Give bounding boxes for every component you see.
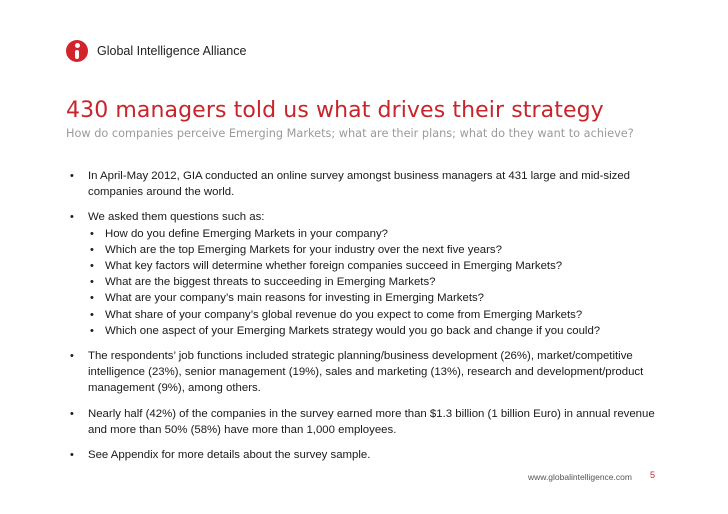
brand-info-icon (66, 40, 88, 62)
bullet-company-size: • Nearly half (42%) of the companies in the survey earned more than $1.3 billion (1 billion Euro) in annual revenue and more than 50% (58%) have more than 1,000 employees. (66, 406, 666, 438)
question-item: • What key factors will determine whether foreign companies succeed in Emerging Markets? (88, 258, 666, 274)
question-item: • Which one aspect of your Emerging Markets strategy would you go back and change if you could? (88, 323, 666, 339)
question-item: • How do you define Emerging Markets in your company? (88, 226, 666, 242)
bullet-appendix: • See Appendix for more details about the survey sample. (66, 447, 666, 463)
slide-title: 430 managers told us what drives their strategy (66, 98, 604, 123)
question-item: • What are the biggest threats to succeeding in Emerging Markets? (88, 274, 666, 290)
bullet-questions-label: We asked them questions such as: (88, 211, 265, 224)
bullet-questions (66, 209, 666, 339)
question-list (88, 226, 666, 339)
brand-logo (66, 40, 246, 62)
question-item: • Which are the top Emerging Markets for your industry over the next five years? (88, 242, 666, 258)
slide-subtitle: How do companies perceive Emerging Markets; what are their plans; what do they want to achieve? (66, 127, 634, 140)
footer-url: www.globalintelligence.com (528, 472, 632, 482)
question-item: • What are your company’s main reasons for investing in Emerging Markets? (88, 290, 666, 306)
bullet-job-functions: • The respondents’ job functions included strategic planning/business development (26%), market/competitive intelligence (23%), senior management (19%), sales and marketing (13%), research and development/product management (9%), among others. (66, 348, 666, 397)
question-item: • What share of your company’s global revenue do you expect to come from Emerging Markets? (88, 307, 666, 323)
brand-name: Global Intelligence Alliance (97, 44, 247, 58)
bullet-list (66, 168, 666, 472)
bullet-survey-intro: • In April-May 2012, GIA conducted an online survey amongst business managers at 431 large and mid-sized companies around the world. (66, 168, 666, 200)
page-number: 5 (650, 470, 656, 480)
